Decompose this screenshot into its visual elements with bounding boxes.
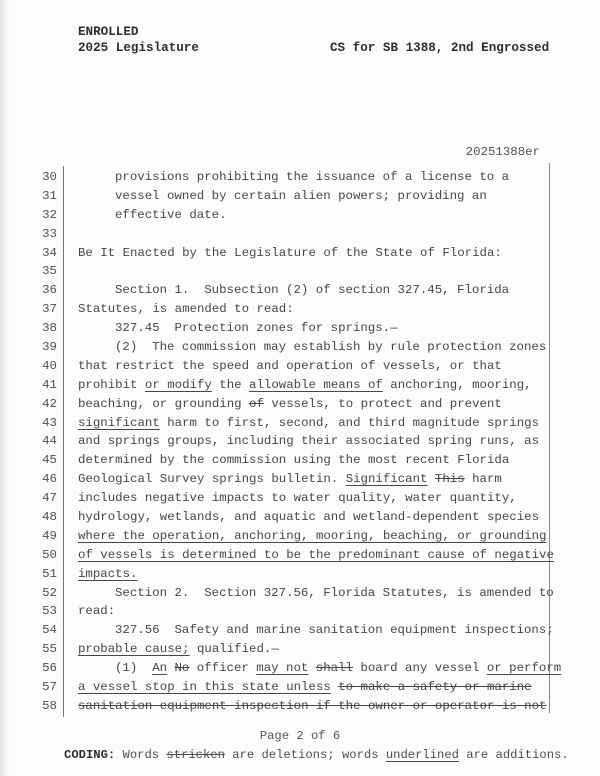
line-number: 44 <box>42 434 57 449</box>
bill-line <box>0 206 548 225</box>
text-segment-strike: sanitation equipment inspection if the owner or operator is not <box>78 698 547 713</box>
line-text <box>78 678 532 697</box>
line-number: 41 <box>42 377 57 392</box>
bill-line <box>0 225 548 244</box>
text-segment-underline: underlined <box>385 748 459 762</box>
text-segment-plain: Statutes, is amended to read: <box>78 302 294 317</box>
text-segment-underline: probable cause; <box>78 642 190 657</box>
bill-line <box>0 376 548 395</box>
bill-line <box>0 451 548 470</box>
line-text <box>78 244 502 263</box>
text-segment-plain: (2) The commission may establish by rule protection zones <box>115 340 547 355</box>
bill-line <box>0 357 548 376</box>
line-text <box>78 281 509 300</box>
line-text <box>78 489 517 508</box>
text-segment-plain: effective date. <box>115 207 227 222</box>
text-segment-plain: 327.56 Safety and marine sanitation equipment inspections; <box>115 623 554 638</box>
bill-line <box>0 565 548 584</box>
bill-line <box>0 640 548 659</box>
line-text <box>78 168 509 187</box>
line-number: 30 <box>42 170 57 184</box>
line-text <box>78 621 554 640</box>
text-segment-plain: harm to first, second, and third magnitude springs <box>159 415 540 430</box>
bill-line <box>0 187 548 206</box>
bill-line <box>0 414 548 433</box>
text-segment-plain: determined by the commission using the most recent Florida <box>78 453 510 468</box>
line-text <box>78 395 502 414</box>
line-number: 40 <box>42 358 57 373</box>
text-segment-plain: that restrict the speed and operation of vessels, or that <box>78 358 502 373</box>
line-number: 52 <box>42 585 57 600</box>
line-number: 56 <box>42 661 57 676</box>
text-segment-underline: An <box>152 661 168 676</box>
line-number: 50 <box>42 547 57 562</box>
line-text <box>78 640 279 659</box>
line-number: 34 <box>42 245 57 260</box>
text-segment-plain: are additions. <box>458 748 569 762</box>
text-segment-underline: allowable means of <box>249 377 383 392</box>
bill-line <box>0 244 548 263</box>
line-text <box>78 584 554 603</box>
bill-line <box>0 281 548 300</box>
line-text <box>78 451 509 470</box>
line-number: 45 <box>42 453 57 468</box>
text-segment-plain: are deletions; words <box>224 748 386 762</box>
text-segment-underline: where the operation, anchoring, mooring, beaching, or grounding <box>78 528 547 543</box>
line-number: 35 <box>42 264 57 279</box>
bill-line <box>0 527 548 546</box>
line-text <box>78 546 554 565</box>
text-segment-plain <box>427 472 434 486</box>
text-segment-plain: anchoring, mooring, <box>382 377 532 392</box>
line-number: 48 <box>42 510 57 525</box>
bill-line <box>0 602 548 621</box>
line-text <box>78 206 227 225</box>
text-segment-plain: Section 2. Section 327.56, Florida Statutes, is amended to <box>115 585 554 600</box>
line-number: 53 <box>42 604 57 619</box>
line-number: 38 <box>42 321 57 336</box>
text-segment-underline: Significant <box>345 472 428 487</box>
bill-line <box>0 546 554 565</box>
text-segment-plain: officer <box>189 661 257 676</box>
text-segment-strike: No <box>174 661 190 676</box>
docket-number: 20251388er <box>465 145 540 159</box>
text-segment-plain: vessels, to protect and prevent <box>263 396 502 411</box>
enrolled-status: ENROLLED <box>78 25 139 39</box>
line-number: 55 <box>42 642 57 657</box>
text-segment-strike: to make a safety or marine <box>338 680 532 695</box>
text-segment-underline: of vessels is determined to be the predominant cause of negative <box>78 547 554 562</box>
line-number: 57 <box>42 680 57 695</box>
text-segment-plain: includes negative impacts to water quality, water quantity, <box>78 491 517 506</box>
bill-line <box>0 470 548 489</box>
bill-title: CS for SB 1388, 2nd Engrossed <box>330 41 550 55</box>
line-text <box>78 432 539 451</box>
line-text <box>78 508 539 527</box>
bill-line <box>0 168 548 187</box>
text-segment-underline: a vessel stop in this state unless <box>78 680 331 695</box>
text-segment-bold: CODING: <box>64 748 116 762</box>
bill-line <box>0 432 548 451</box>
bill-line <box>0 300 548 319</box>
text-segment-underline: impacts. <box>78 566 138 581</box>
legislature-label: 2025 Legislature <box>78 41 199 55</box>
text-segment-plain: Geological Survey springs bulletin. <box>78 472 346 487</box>
bill-line <box>0 697 548 716</box>
text-segment-plain <box>167 661 174 675</box>
text-segment-strike: shall <box>315 661 353 676</box>
line-text <box>78 187 487 206</box>
text-segment-plain: beaching, or grounding <box>78 396 250 411</box>
text-segment-plain: the <box>211 377 250 392</box>
text-segment-plain: provisions prohibiting the issuance of a license to a <box>115 170 510 184</box>
text-segment-plain: Words <box>115 748 167 762</box>
text-segment-plain: read: <box>78 604 116 619</box>
line-text <box>78 357 502 376</box>
bill-line <box>0 621 554 640</box>
text-segment-underline: or perform <box>486 661 562 676</box>
line-number: 46 <box>42 472 57 487</box>
bill-line <box>0 395 548 414</box>
text-segment-underline: may not <box>256 661 309 676</box>
line-number: 43 <box>42 415 57 430</box>
bill-line <box>0 508 548 527</box>
text-segment-plain: hydrology, wetlands, and aquatic and wetland-dependent species <box>78 510 540 525</box>
bill-line <box>0 659 562 678</box>
line-number: 54 <box>42 623 57 638</box>
line-text <box>78 527 546 546</box>
line-text <box>78 697 546 716</box>
line-number: 31 <box>42 188 57 203</box>
line-number: 49 <box>42 528 57 543</box>
line-number: 42 <box>42 396 57 411</box>
line-number: 58 <box>42 698 57 713</box>
text-segment-plain: Section 1. Subsection (2) of section 327.45, Florida <box>115 283 510 298</box>
text-segment-plain: board any vessel <box>352 661 487 676</box>
line-text <box>78 338 546 357</box>
line-text <box>78 376 532 395</box>
bill-lines <box>0 168 562 716</box>
text-segment-strike: of <box>249 396 264 411</box>
line-text <box>78 470 502 489</box>
text-segment-plain: and springs groups, including their associated spring runs, as <box>78 434 540 449</box>
bill-line <box>0 678 548 697</box>
bill-line <box>0 489 548 508</box>
text-segment-plain: 327.45 Protection zones for springs.— <box>115 321 398 336</box>
bill-line <box>0 319 548 338</box>
text-segment-underline: significant <box>78 415 160 430</box>
text-segment-plain: (1) <box>115 661 153 676</box>
text-segment-plain: Be It Enacted by the Legislature of the State of Florida: <box>78 245 502 260</box>
coding-note <box>64 748 569 762</box>
page-number: Page 2 of 6 <box>259 729 341 743</box>
line-number: 33 <box>42 226 57 241</box>
line-text <box>78 565 138 584</box>
bill-line <box>0 584 554 603</box>
line-number: 32 <box>42 207 57 222</box>
line-text <box>78 319 398 338</box>
line-text <box>78 659 561 678</box>
text-segment-plain: harm <box>464 472 502 487</box>
text-segment-strike: stricken <box>166 748 225 762</box>
line-text <box>78 300 294 319</box>
text-segment-plain: vessel owned by certain alien powers; providing an <box>115 188 487 203</box>
text-segment-plain: qualified.— <box>189 642 279 657</box>
line-text <box>78 414 539 433</box>
bill-line <box>0 338 548 357</box>
line-number: 36 <box>42 283 57 298</box>
text-segment-plain <box>308 661 315 675</box>
text-segment-plain: prohibit <box>78 377 145 392</box>
text-segment-strike: This <box>434 472 465 487</box>
text-segment-underline: or modify <box>144 377 212 392</box>
line-number: 47 <box>42 491 57 506</box>
line-number: 51 <box>42 566 57 581</box>
bill-line <box>0 262 548 281</box>
line-number: 37 <box>42 302 57 317</box>
line-number: 39 <box>42 340 57 355</box>
line-text <box>78 602 115 621</box>
